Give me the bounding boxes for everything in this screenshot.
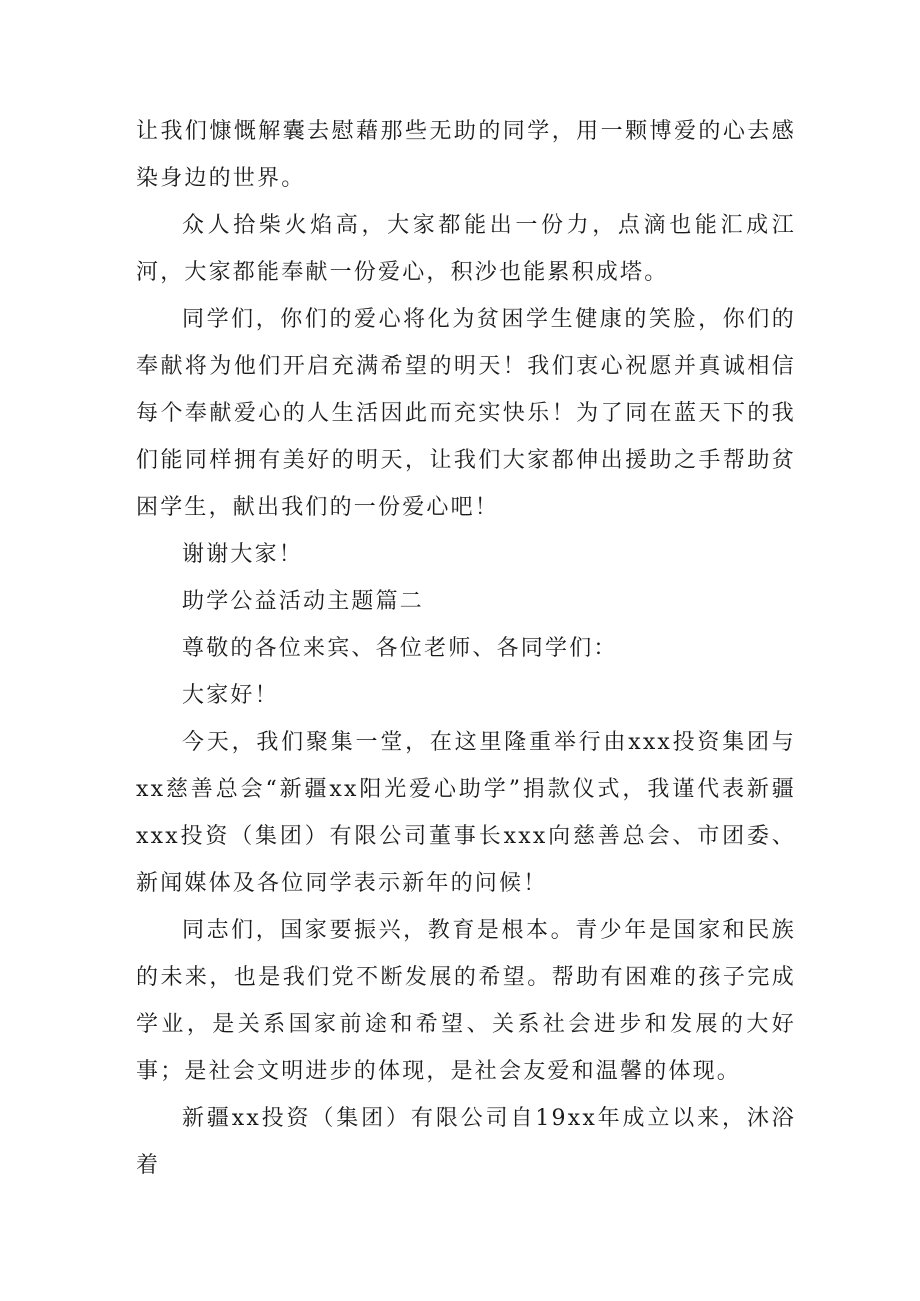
paragraph-collective-effort: 众人拾柴火焰高，大家都能出一份力，点滴也能汇成江河，大家都能奉献一份爱心，积沙也能累积成塔。 [136, 213, 796, 285]
greeting: 大家好！ [182, 683, 279, 708]
document-body [136, 108, 796, 1189]
paragraph-continuation: 让我们慷慨解囊去慰藉那些无助的同学，用一颗博爱的心去感染身边的世界。 [136, 119, 796, 191]
section-heading: 助学公益活动主题篇二 [182, 589, 425, 614]
paragraph-education-importance: 同志们，国家要振兴，教育是根本。青少年是国家和民族的未来，也是我们党不断发展的希望。帮助有困难的孩子完成学业，是关系国家前途和希望、关系社会进步和发展的大好事；是社会文明进步的体现，是社会友爱和温馨的体现。 [136, 918, 796, 1084]
paragraph-thanks: 谢谢大家！ [182, 542, 304, 567]
salutation: 尊敬的各位来宾、各位老师、各同学们： [182, 636, 618, 661]
paragraph-company-history: 新疆xx投资（集团）有限公司自19xx年成立以来，沐浴着 [136, 1106, 796, 1178]
paragraph-ceremony-intro: 今天，我们聚集一堂，在这里隆重举行由xxx投资集团与xx慈善总会“新疆xx阳光爱心助学”捐款仪式，我谨代表新疆xxx投资（集团）有限公司董事长xxx向慈善总会、市团委、新闻媒体及各位同学表示新年的问候！ [136, 730, 796, 896]
paragraph-appeal-to-students: 同学们，你们的爱心将化为贫困学生健康的笑脸，你们的奉献将为他们开启充满希望的明天！我们衷心祝愿并真诚相信每个奉献爱心的人生活因此而充实快乐！为了同在蓝天下的我们能同样拥有美好的明天，让我们大家都伸出援助之手帮助贫困学生，献出我们的一份爱心吧！ [136, 307, 796, 520]
